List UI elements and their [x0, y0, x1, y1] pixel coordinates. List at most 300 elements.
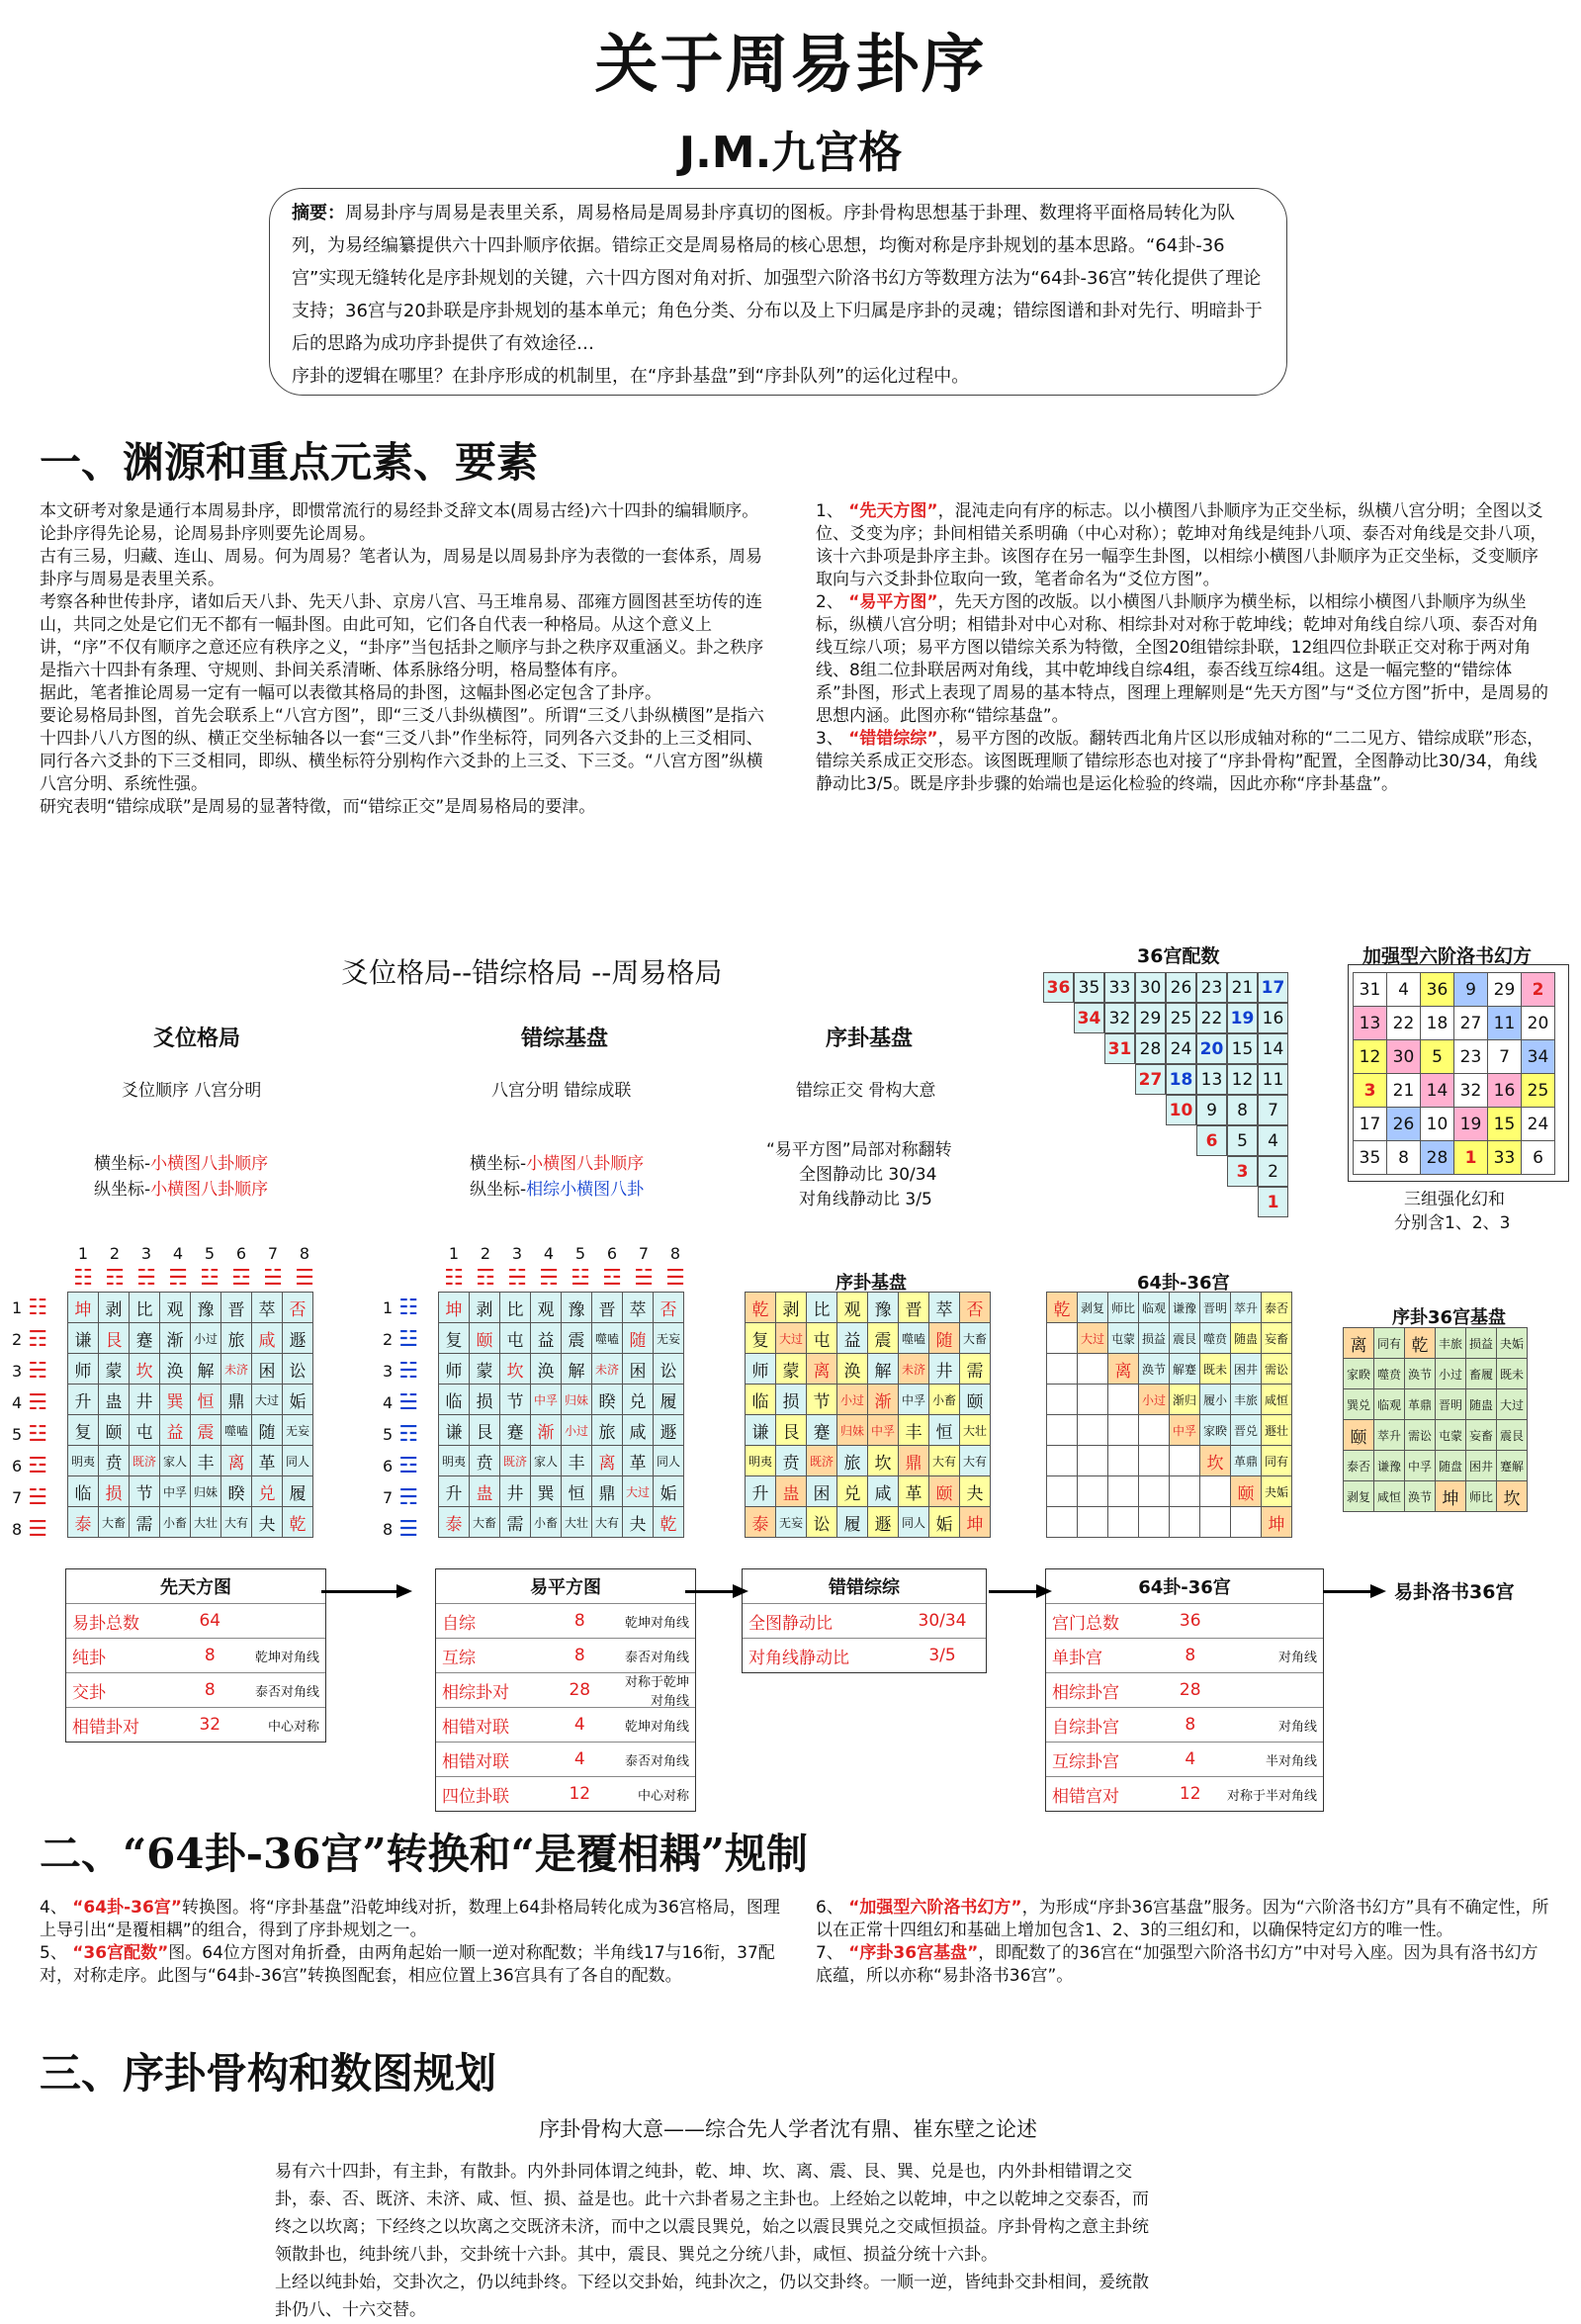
g36-cell: [1227, 1187, 1258, 1217]
gua-cell: 无妄: [776, 1507, 807, 1538]
gua-cell: 同人: [654, 1446, 684, 1476]
gua-cell: 师: [746, 1354, 776, 1385]
gua-cell: 师比: [1108, 1293, 1139, 1323]
g36-cell: [1074, 1156, 1104, 1187]
gua-cell: 巽: [531, 1476, 562, 1507]
gua-cell: 渐归: [1170, 1385, 1200, 1415]
col-number: 8: [669, 1244, 681, 1263]
trigram-icon: ☵: [507, 1266, 527, 1291]
gua-cell: 萃: [929, 1293, 960, 1323]
sec2-right-num: 6、: [816, 1898, 849, 1918]
gua-cell: 兑: [252, 1476, 283, 1507]
gua-cell: 坎: [130, 1354, 160, 1385]
gua-cell: 坤: [960, 1507, 991, 1538]
gua-cell: 屯蒙: [1108, 1323, 1139, 1354]
gua-cell: 损: [776, 1385, 807, 1415]
gua-cell: 坎: [1200, 1446, 1231, 1476]
gua-cell: 噬贲: [1374, 1359, 1405, 1389]
g36-cell: 28: [1135, 1033, 1166, 1064]
trigram-icon: ☴: [28, 1389, 47, 1415]
g36-cell: 29: [1135, 1003, 1166, 1033]
gua-cell: 涣: [531, 1354, 562, 1385]
gua-cell: 睽: [221, 1476, 252, 1507]
gua-cell: 讼: [283, 1354, 313, 1385]
magic-cell: 7: [1488, 1040, 1522, 1074]
t2-cell: 4: [573, 1749, 585, 1769]
gua-cell: 困: [623, 1354, 654, 1385]
gua-cell: 丰: [899, 1415, 929, 1446]
gua-cell: 随: [929, 1323, 960, 1354]
sec2-right-text: [816, 1897, 1549, 1988]
gua-cell: 复: [746, 1323, 776, 1354]
magic-cell: 27: [1454, 1007, 1488, 1040]
gua-cell: 姤: [654, 1476, 684, 1507]
g36-cell: 16: [1258, 1003, 1288, 1033]
row-label: 1 ☷: [12, 1295, 47, 1320]
gua-cell: 遯: [868, 1507, 899, 1538]
g36-cell: 34: [1074, 1003, 1104, 1033]
col-number: 4: [172, 1244, 184, 1263]
gua-cell: 鼎: [221, 1385, 252, 1415]
trigram-icon: ☱: [398, 1389, 418, 1415]
sec2-left-text: 转换图。将“序卦基盘”沿乾坤线对折，数理上64卦格局转化成为36宫格局，图理上导引出“是覆相耦”的组合，得到了序卦规划之一。: [40, 1898, 780, 1940]
gua-cell: 咸: [868, 1476, 899, 1507]
gua-cell: 乾: [283, 1507, 313, 1538]
g36-cell: [1074, 1064, 1104, 1095]
gua-cell: 遯: [283, 1323, 313, 1354]
g36-cell: [1043, 1003, 1074, 1033]
sec1-right-text: ，混沌走向有序的标志。以小横图八卦顺序为正交坐标，纵横八宫分明；全图以爻位、爻变为序；卦间相错关系明确（中心对称）；乾坤对角线是纯卦八项、泰否对角线是交卦八项，该十六卦项是卦序主卦。该图存在另一幅孪生卦图，以相综小横图八卦顺序为正交坐标，爻变顺序取向与六爻卦卦位取向一致，笔者命名为“爻位方图”。: [816, 501, 1547, 589]
g36-cell: 32: [1104, 1003, 1135, 1033]
arrow-1: [321, 1590, 408, 1593]
arrow-3: [989, 1590, 1048, 1593]
gua-cell: 困井: [1231, 1354, 1262, 1385]
gua-cell: 蒙: [470, 1354, 500, 1385]
magic-cell: 36: [1421, 973, 1454, 1007]
gua-cell: 无妄: [654, 1323, 684, 1354]
gua-cell: 比: [130, 1293, 160, 1323]
gua-cell: 大有: [592, 1507, 623, 1538]
gua-cell: [1078, 1415, 1108, 1446]
gua-cell: 艮: [99, 1323, 130, 1354]
gua-cell: 兑: [623, 1385, 654, 1415]
gua-cell: 颐: [470, 1323, 500, 1354]
t2-cell: 8: [573, 1611, 585, 1631]
sec1-right-para: [816, 591, 1549, 728]
gua-cell: 咸恒: [1374, 1481, 1405, 1512]
magic-note2: 分别含1、2、3: [1394, 1213, 1511, 1233]
gua-cell: 妄畜: [1466, 1420, 1497, 1451]
g5-grid: [1343, 1327, 1528, 1512]
gua-cell: 涣节: [1139, 1354, 1170, 1385]
t4-cell: 对角线: [1277, 1719, 1317, 1735]
t4-cell: 36: [1179, 1611, 1201, 1631]
magic-cell: 13: [1354, 1007, 1387, 1040]
gua-cell: 师比: [1466, 1481, 1497, 1512]
gua-cell: 姤: [283, 1385, 313, 1415]
gua-cell: 萃: [252, 1293, 283, 1323]
gua-cell: 坤: [1262, 1507, 1292, 1538]
row-label: 5 ☶: [383, 1421, 418, 1447]
col-number: 5: [204, 1244, 216, 1263]
trigram-icon: ☵: [136, 1266, 156, 1291]
magic-cell: 24: [1522, 1108, 1555, 1141]
gua-cell: 履小: [1200, 1385, 1231, 1415]
gua-cell: 既济: [807, 1446, 837, 1476]
gua-cell: 震: [562, 1323, 592, 1354]
gua-cell: 归妹: [562, 1385, 592, 1415]
t3-cell: 30/34: [918, 1611, 967, 1631]
gua-cell: 坎: [868, 1446, 899, 1476]
trigram-icon: ☲: [231, 1266, 251, 1291]
gua-cell: 需: [960, 1354, 991, 1385]
gua-cell: 中孚: [160, 1476, 191, 1507]
gua-cell: 夬姤: [1262, 1476, 1292, 1507]
gua-cell: 井: [929, 1354, 960, 1385]
g36-cell: [1135, 1125, 1166, 1156]
gua-cell: 中孚: [531, 1385, 562, 1415]
g4-title: 64卦-36宫: [1137, 1273, 1230, 1294]
t2-cell: 四位卦联: [442, 1786, 509, 1807]
gua-cell: 蛊: [470, 1476, 500, 1507]
g3-title: 序卦基盘: [835, 1273, 907, 1294]
g36-cell: [1196, 1156, 1227, 1187]
sec2-right-text: ，为形成“序卦36宫基盘”服务。因为“六阶洛书幻方”具有不确定性，所以在正常十四组幻和基础上增加包含1、2、3的三组幻和，以确保特定幻方的唯一性。: [816, 1898, 1549, 1940]
gua-cell: 萃升: [1231, 1293, 1262, 1323]
g36-cell: [1104, 1095, 1135, 1125]
t1-cell: 交卦: [72, 1682, 106, 1703]
gua-cell: [1231, 1507, 1262, 1538]
magic-cell: 10: [1421, 1108, 1454, 1141]
t3-row: [743, 1604, 986, 1639]
magic-cell: 6: [1522, 1141, 1555, 1175]
t4-cell: 单卦宫: [1052, 1648, 1102, 1668]
col-number: 1: [77, 1244, 89, 1263]
gua-cell: [1108, 1446, 1139, 1476]
row-label: 6 ☲: [12, 1453, 47, 1478]
sec3-line: 卦，泰、否、既济、未济、咸、恒、损、益是也。此十六卦者易之主卦也。上经始之以乾坤，中之以乾坤之交泰否，而: [275, 2190, 1149, 2209]
magic-cell: 28: [1421, 1141, 1454, 1175]
magic-cell: 35: [1354, 1141, 1387, 1175]
arrow-4: [1323, 1590, 1382, 1593]
gua-cell: [1108, 1385, 1139, 1415]
sec2-right-key: “加强型六阶洛书幻方”: [848, 1898, 1022, 1918]
t2-cell: 相错对联: [442, 1717, 509, 1738]
trigram-icon: ☶: [28, 1326, 47, 1352]
sec1-right-text: ，易平方图的改版。翻转西北角片区以形成轴对称的“二二见方、错综成联”形态，错综关系成正交形态。该图既理顺了错综形态也对接了“序卦骨构”配置，全图静动比30/34，角线静动比3/5。既是序卦步骤的始端也是运化检验的终端，因此亦称“序卦基盘”。: [816, 729, 1544, 794]
sec3-text: [275, 2158, 1323, 2324]
gua-cell: 升: [439, 1476, 470, 1507]
gua-cell: 离: [592, 1446, 623, 1476]
magic-cell: 30: [1387, 1040, 1421, 1074]
gua-cell: 损益: [1466, 1328, 1497, 1359]
gua-cell: 小过: [1139, 1385, 1170, 1415]
trigram-icon: ☰: [295, 1266, 314, 1291]
gua-cell: 泰: [746, 1507, 776, 1538]
t1-cell: 32: [199, 1715, 221, 1735]
magic-cell: 20: [1522, 1007, 1555, 1040]
gua-cell: [1078, 1385, 1108, 1415]
sec1-left-para: 本文研考对象是通行本周易卦序，即惯常流行的易经卦爻辞文本(周易古经)六十四卦的编辑顺序。: [40, 501, 759, 521]
t1-cell: 64: [199, 1611, 221, 1631]
gua-cell: 旅: [837, 1446, 868, 1476]
sec2-right-para: [816, 1897, 1549, 1942]
magic-cell: 3: [1354, 1074, 1387, 1108]
magic-cell: 17: [1354, 1108, 1387, 1141]
t4-row: [1046, 1673, 1323, 1708]
t4-row: [1046, 1639, 1323, 1673]
gua-cell: 坎: [500, 1354, 531, 1385]
gua-cell: 萃: [623, 1293, 654, 1323]
gua-cell: 同人: [899, 1507, 929, 1538]
gua-cell: 豫: [562, 1293, 592, 1323]
t1-cell: 泰否对角线: [254, 1684, 319, 1700]
t3-cell: 3/5: [928, 1646, 956, 1665]
gua-cell: 家人: [531, 1446, 562, 1476]
gua-cell: 困井: [1466, 1451, 1497, 1481]
gua-cell: 谦: [439, 1415, 470, 1446]
t3-row: [743, 1639, 986, 1672]
gua-cell: 艮: [470, 1415, 500, 1446]
gua-cell: 离: [807, 1354, 837, 1385]
t1-cell: 8: [204, 1680, 216, 1700]
row-label: 7 ☱: [12, 1484, 47, 1510]
sec1-left-para: 要论易格局卦图，首先会联系上“八宫方图”，即“三爻八卦纵横图”。所谓“三爻八卦纵横图”是指六十四卦八八方图的纵、横正交坐标轴各以一套“三爻八卦”作坐标符，同列各六爻卦的上三爻相同、同行各六爻卦的下三爻相同，即纵、横坐标符分别构作六爻卦的上三爻、下三爻。“八宫方图”纵横八宫分明、系统性强。: [40, 706, 764, 794]
gua-cell: 明夷: [439, 1446, 470, 1476]
gua-cell: [1078, 1354, 1108, 1385]
g5-title: 序卦36宫基盘: [1392, 1307, 1507, 1328]
trigram-icon: ☰: [398, 1516, 418, 1542]
sec1-right-para: [816, 500, 1549, 591]
g36-cell: 1: [1258, 1187, 1288, 1217]
gua-cell: 丰: [191, 1446, 221, 1476]
gua-cell: 大壮: [191, 1507, 221, 1538]
g36-cell: [1104, 1064, 1135, 1095]
gua-cell: 中孚: [1405, 1451, 1436, 1481]
gua-cell: 乾: [654, 1507, 684, 1538]
g36-cell: 11: [1258, 1064, 1288, 1095]
gua-cell: 蹇: [807, 1415, 837, 1446]
gua-cell: 涣: [160, 1354, 191, 1385]
g36-cell: [1135, 1187, 1166, 1217]
gua-cell: 既未: [1497, 1359, 1528, 1389]
trigram-icon: ☲: [28, 1453, 47, 1478]
t4-title: 64卦-36宫: [1046, 1569, 1323, 1604]
sec2-right-para: [816, 1942, 1549, 1988]
magic-cell: 2: [1522, 973, 1555, 1007]
gua-cell: 大过: [252, 1385, 283, 1415]
t2-cell: 互综: [442, 1648, 476, 1668]
gua-cell: 震艮: [1497, 1420, 1528, 1451]
g36-cell: [1166, 1156, 1196, 1187]
t2-cell: 自综: [442, 1613, 476, 1634]
col3-note2: 全图静动比 30/34: [799, 1165, 937, 1185]
sec1-left-para: 据此，笔者推论周易一定有一幅可以表徵其格局的卦图，这幅卦图必定包含了卦序。: [40, 683, 661, 703]
sec2-right-text: ，即配数了的36宫在“加强型六阶洛书幻方”中对号入座。因为具有洛书幻方底蕴，所以亦称“易卦洛书36宫”。: [816, 1943, 1538, 1986]
gua-cell: 夬: [960, 1476, 991, 1507]
row-label: 8 ☰: [383, 1516, 418, 1542]
sec1-right-key: “先天方图”: [848, 501, 938, 521]
magic-cell: 22: [1387, 1007, 1421, 1040]
g36-cell: [1043, 1033, 1074, 1064]
g36-cell: [1166, 1187, 1196, 1217]
gua-cell: 旅: [592, 1415, 623, 1446]
gua-cell: 革: [252, 1446, 283, 1476]
gua-cell: 大壮: [960, 1415, 991, 1446]
gua-cell: 剥复: [1344, 1481, 1374, 1512]
t2-row: [436, 1708, 695, 1743]
gua-cell: 屯: [130, 1415, 160, 1446]
sec2-left-text: 图。64位方图对角折叠，由两角起始一顺一逆对称配数；半角线17与16衔，37配对，对称走序。此图与“64卦-36宫”转换图配套，相应位置上36宫具有了各自的配数。: [40, 1943, 775, 1986]
t3-cell: 对角线静动比: [748, 1648, 849, 1668]
magic-cell: 26: [1387, 1108, 1421, 1141]
gua-cell: 临: [68, 1476, 99, 1507]
t2-cell: 乾坤对角线: [624, 1719, 689, 1735]
t1-row: [66, 1673, 325, 1708]
gua-cell: 革: [623, 1446, 654, 1476]
t4-cell: 8: [1185, 1646, 1196, 1665]
gua-cell: 噬嗑: [592, 1323, 623, 1354]
colnum-row: [67, 1244, 320, 1263]
t1-cell: 乾坤对角线: [254, 1650, 319, 1665]
row-label: 2 ☶: [12, 1326, 47, 1352]
t5-title: 易卦洛书36宫: [1394, 1581, 1515, 1603]
t4-row: [1046, 1777, 1323, 1811]
gua-cell: 需讼: [1405, 1420, 1436, 1451]
sec2-left-key: “36宫配数”: [72, 1943, 169, 1963]
gua-cell: 贲: [99, 1446, 130, 1476]
magic-cell: 31: [1354, 973, 1387, 1007]
gua-cell: 离: [221, 1446, 252, 1476]
gua-cell: 随盘: [1436, 1451, 1466, 1481]
gua-cell: 乾: [746, 1293, 776, 1323]
col3-sub: 错综正交 骨构大意: [796, 1081, 936, 1101]
gua-cell: 泰否: [1344, 1451, 1374, 1481]
gua-cell: [1078, 1446, 1108, 1476]
abstract-text: 周易卦序与周易是表里关系，周易格局是周易卦序真切的图板。序卦骨构思想基于卦理、数理将平面格局转化为队列，为易经编纂提供六十四卦顺序依据。错综正交是周易格局的核心思想，均衡对称是序卦规划的基本思路。“64卦-36宫”实现无缝转化是序卦规划的关键，六十四方图对角对折、加强型六阶洛书幻方等数理方法为“64卦-36宫”转化提供了理论支持；36宫与20卦联是序卦规划的基本单元；角色分类、分布以及上下归属是序卦的灵魂；错综图谱和卦对先行、明暗卦于后的思路为成功序卦提供了有效途径…: [292, 203, 1263, 354]
gua-cell: 涣节: [1405, 1359, 1436, 1389]
gua-cell: 大畜: [960, 1323, 991, 1354]
trigram-icon: ☶: [398, 1421, 418, 1447]
gua-cell: [1139, 1507, 1170, 1538]
sec1-left-para: 研究表明“错综成联”是周易的显著特徵，而“错综正交”是周易格局的要津。: [40, 797, 596, 817]
trigram-icon: ☳: [398, 1326, 418, 1352]
t2-row: [436, 1673, 695, 1708]
gua-cell: 解: [191, 1354, 221, 1385]
trigram-row: [438, 1266, 691, 1291]
magic-cell: 33: [1488, 1141, 1522, 1175]
t4-cell: 8: [1185, 1715, 1196, 1735]
t1-title: 先天方图: [66, 1569, 325, 1604]
gua-cell: 泰: [439, 1507, 470, 1538]
gua-cell: 萃升: [1374, 1420, 1405, 1451]
trigram-icon: ☲: [602, 1266, 622, 1291]
gua-cell: 谦豫: [1374, 1451, 1405, 1481]
gua-cell: 豫: [868, 1293, 899, 1323]
gua-cell: [1139, 1415, 1170, 1446]
gua-cell: 恒: [562, 1476, 592, 1507]
trigram-icon: ☳: [28, 1421, 47, 1447]
gua-cell: 蹇: [500, 1415, 531, 1446]
trigram-icon: ☳: [571, 1266, 590, 1291]
gua-cell: 姤: [929, 1507, 960, 1538]
sec1-left-para: 论卦序得先论易，论周易卦序则要先论周易。: [40, 524, 376, 544]
gua-cell: 随: [252, 1415, 283, 1446]
g36-cell: [1074, 1125, 1104, 1156]
gua-cell: 随蛊: [1231, 1323, 1262, 1354]
section-1-title: 一、渊源和重点元素、要素: [40, 438, 539, 487]
col-number: 7: [638, 1244, 650, 1263]
gua-cell: 鼎: [899, 1446, 929, 1476]
gua-cell: 家睽: [1344, 1359, 1374, 1389]
gua-cell: 遯: [654, 1415, 684, 1446]
g2-grid: [438, 1292, 684, 1538]
g36-cell: 27: [1135, 1064, 1166, 1095]
t4-cell: 互综卦宫: [1052, 1751, 1119, 1772]
gua-cell: 蛊: [99, 1385, 130, 1415]
gua-cell: 晋: [221, 1293, 252, 1323]
gua-cell: 未济: [221, 1354, 252, 1385]
g36-cell: 24: [1166, 1033, 1196, 1064]
gua-cell: 需讼: [1262, 1354, 1292, 1385]
gua-cell: 渐: [531, 1415, 562, 1446]
gua-cell: 睽: [592, 1385, 623, 1415]
gua-cell: 否: [654, 1293, 684, 1323]
gua-cell: 乾: [1047, 1293, 1078, 1323]
gua-cell: 坤: [439, 1293, 470, 1323]
t4-cell: 对角线: [1277, 1650, 1317, 1665]
trigram-icon: ☴: [539, 1266, 559, 1291]
row-label: 7 ☴: [383, 1484, 418, 1510]
figure-title: 爻位格局--错综格局 --周易格局: [341, 956, 723, 989]
g36-cell: 31: [1104, 1033, 1135, 1064]
g36-cell: 25: [1166, 1003, 1196, 1033]
gua-cell: 未济: [592, 1354, 623, 1385]
col-number: 7: [267, 1244, 279, 1263]
g36-cell: [1074, 1033, 1104, 1064]
g36-cell: 12: [1227, 1064, 1258, 1095]
t4-cell: 相综卦宫: [1052, 1682, 1119, 1703]
gua-cell: 解: [868, 1354, 899, 1385]
gua-cell: 小过: [191, 1323, 221, 1354]
trigram-col: [12, 1292, 47, 1545]
g36-cell: 26: [1166, 972, 1196, 1003]
t1-cell: 易卦总数: [72, 1613, 139, 1634]
gua-cell: 临: [439, 1385, 470, 1415]
gua-cell: [1170, 1476, 1200, 1507]
gua-cell: 咸: [252, 1323, 283, 1354]
gua-cell: 剥复: [1078, 1293, 1108, 1323]
gua-cell: 噬贲: [1200, 1323, 1231, 1354]
g36-cell: [1043, 1156, 1074, 1187]
magic-cell: 15: [1488, 1108, 1522, 1141]
gua-cell: 遯壮: [1262, 1415, 1292, 1446]
magic-cell: 29: [1488, 973, 1522, 1007]
trigram-icon: ☲: [398, 1453, 418, 1478]
g36-grid: [1043, 972, 1288, 1217]
magic-cell: 19: [1454, 1108, 1488, 1141]
g36-cell: 30: [1135, 972, 1166, 1003]
t1-row: [66, 1708, 325, 1742]
gua-cell: 否: [283, 1293, 313, 1323]
sec1-right-num: 2、: [816, 592, 849, 612]
gua-cell: 师: [68, 1354, 99, 1385]
gua-cell: 大壮: [562, 1507, 592, 1538]
sec3-line: 上经以纯卦始，交卦次之，仍以纯卦终。下经以交卦始，纯卦次之，仍以交卦终。一顺一逆，皆纯卦交卦相间，爰统散: [275, 2273, 1149, 2292]
gua-cell: 履: [654, 1385, 684, 1415]
t2-table: [435, 1568, 696, 1812]
gua-cell: 家睽: [1200, 1415, 1231, 1446]
